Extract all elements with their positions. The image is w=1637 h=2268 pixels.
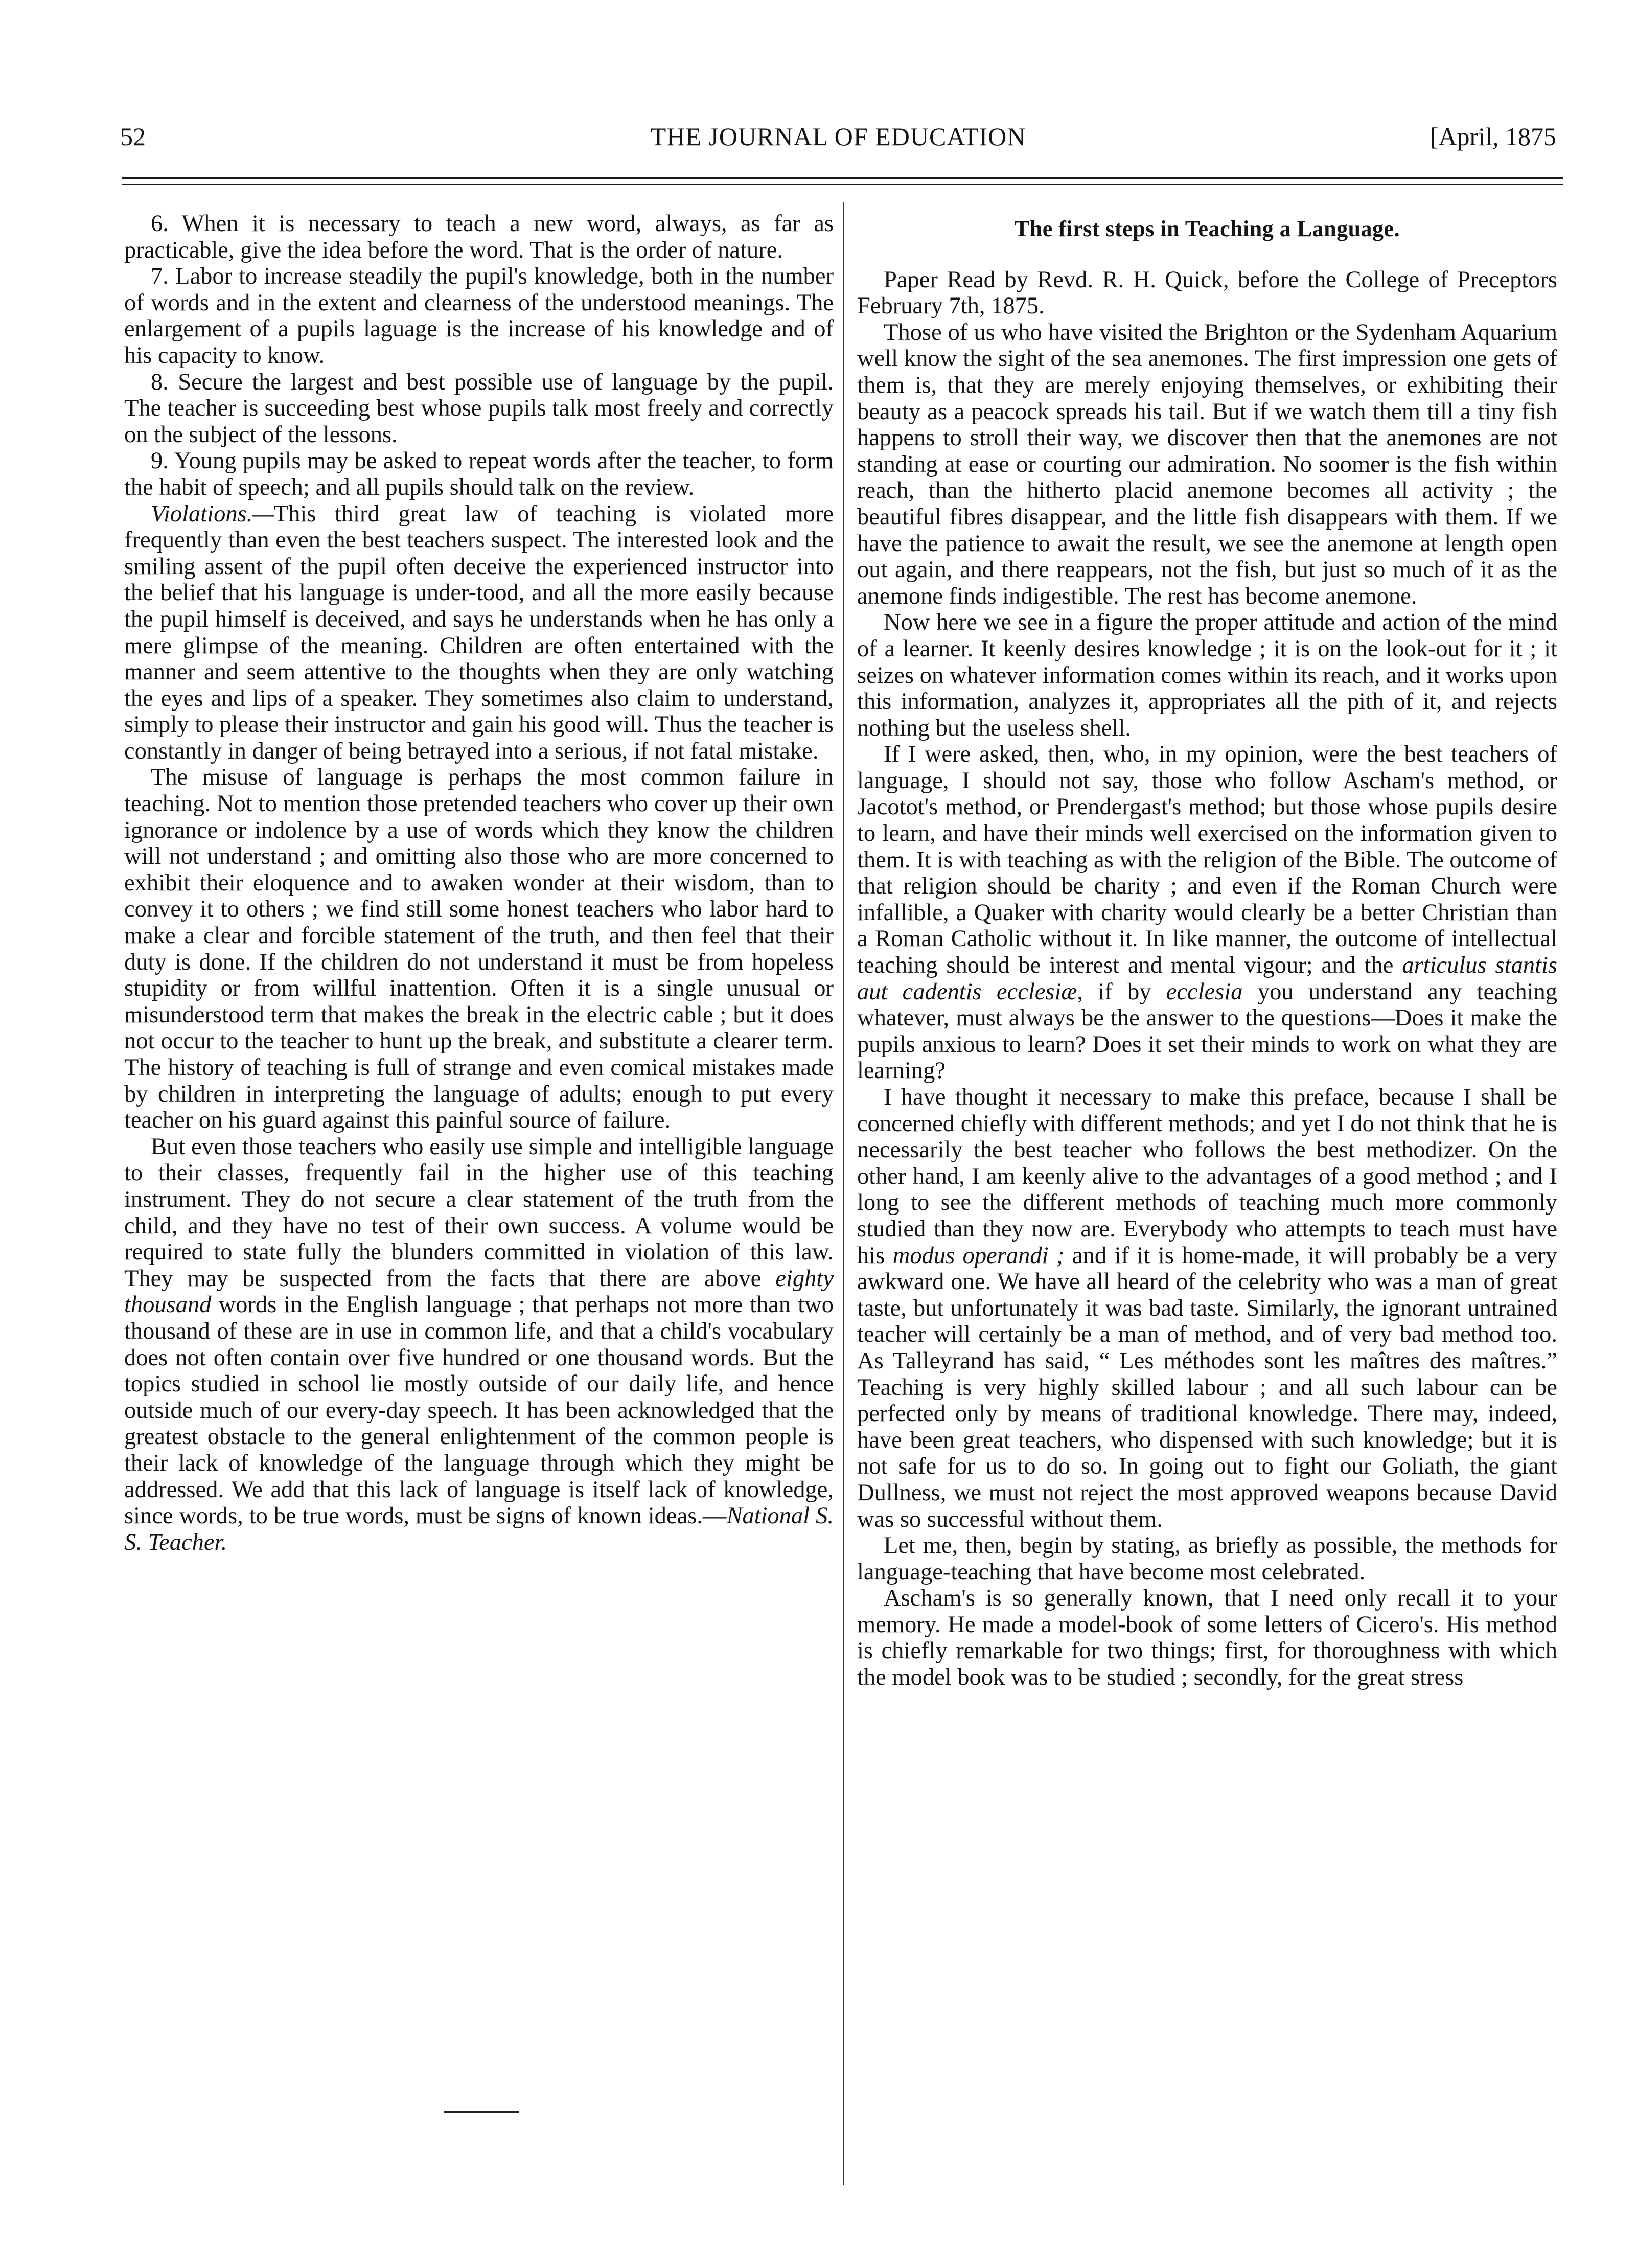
- higher-use-text-b: words in the English language ; that perhaps not more than two thousand of these are in use in common life, and that a child's vocabulary does not often contain over five hundred or one thousand words. But the topics studied in school lie mostly outside of our daily life, and hence outside much of our every-day speech. It has been acknowledged that the greatest obstacle to the general enlightenment of the common people is their lack of knowledge of the language through which they might be addressed. We add that this lack of language is itself lack of knowledge, since words, to be true words, must be signs of known ideas.—: [124, 1292, 834, 1529]
- best-teachers-text-c: you understand any teaching whatever, must always be the answer to the questions—Does it make the pupils anxious to learn? Does it set their minds to work on what they are learning?: [857, 978, 1558, 1084]
- best-teachers-paragraph: [857, 741, 1557, 1084]
- source-attribution: National S. S. Teacher.: [124, 1503, 834, 1555]
- rule-6-paragraph: 6. When it is necessary to teach a new word, always, as far as practicable, give the idea before the word. That is the order of nature.: [124, 211, 834, 263]
- right-column: [857, 211, 1557, 1691]
- ascham-paragraph: Ascham's is so generally known, that I need only recall it to your memory. He made a model-book of some letters of Cicero's. His method is chiefly remarkable for two things; first, for thoroughness with which the model book was to be studied ; secondly, for the great stress: [857, 1585, 1557, 1691]
- byline: Paper Read by Revd. R. H. Quick, before the College of Preceptors February 7th, 1875.: [857, 266, 1557, 319]
- learner-paragraph: Now here we see in a figure the proper attitude and action of the mind of a learner. It keenly desires knowledge ; it is on the look-out for it ; it seizes on whatever information comes within its reach, and it works upon this information, analyzes it, appropriates all the pith of it, and rejects nothing but the useless shell.: [857, 609, 1557, 741]
- aquarium-paragraph: Those of us who have visited the Brighton or the Sydenham Aquarium well know the sight of the sea anemones. The first impression one gets of them is, that they are merely enjoying themselves, or exhibiting their beauty as a peacock spreads his tail. But if we watch them till a tiny fish happens to stroll their way, we discover then that the anemones are not standing at ease or courting our admiration. No soomer is the fish within reach, than the hitherto placid anemone becomes all activity ; the beautiful fibres disappear, and the little fish disappears with them. If we have the patience to await the result, we see the anemone at length open out again, and there reappears, not the fish, but just so much of it as the anemone finds indigestible. The rest has become anemone.: [857, 319, 1557, 609]
- page-header: [120, 122, 1556, 157]
- preface-paragraph: [857, 1084, 1557, 1532]
- header-rule-thick: [122, 177, 1563, 179]
- header-rule-thin: [122, 184, 1563, 185]
- violations-text: This third great law of teaching is violated more frequently than even the best teachers suspect. The interested look and the smiling assent of the pupil often deceive the experienced instructor into the belief that his language is under-tood, and all the more easily because the pupil himself is deceived, and says he understands when he has only a mere glimpse of the meaning. Children are often entertained with the manner and seem attentive to the thoughts when they are only watching the eyes and lips of a speaker. They sometimes also claim to understand, simply to please their instructor and gain his good will. Thus the teacher is constantly in danger of being betrayed into a serious, if not fatal mistake.: [124, 500, 834, 764]
- issue-date: [April, 1875: [1430, 122, 1556, 151]
- methods-paragraph: Let me, then, begin by stating, as briefly as possible, the methods for language-teaching that have become most celebrated.: [857, 1532, 1557, 1585]
- best-teachers-text-a: If I were asked, then, who, in my opinion, were the best teachers of language, I should not say, those who follow Ascham's method, or Jacotot's method, or Prendergast's method; but those whose pupils desire to learn, and have their minds well exercised on the information given to them. It is with teaching as with the religion of the Bible. The outcome of that religion should be charity ; and even if the Roman Church were infallible, a Quaker with charity would clearly be a better Christian than a Roman Catholic without it. In like manner, the outcome of intellectual teaching should be interest and mental vigour; and the: [857, 741, 1557, 979]
- latin-phrase: articulus stantis aut cadentis ecclesiæ: [857, 952, 1557, 1005]
- higher-use-paragraph: [124, 1134, 834, 1556]
- rule-7-paragraph: 7. Labor to increase steadily the pupil's knowledge, both in the number of words and in the extent and clearness of the understood meanings. The enlargement of a pupils laguage is the increase of his knowledge and of his capacity to know.: [124, 263, 834, 369]
- page-number: 52: [120, 122, 146, 151]
- journal-title: THE JOURNAL OF EDUCATION: [650, 122, 1026, 151]
- best-teachers-text-b: , if by: [1077, 978, 1151, 1005]
- article-end-rule: [444, 2111, 519, 2113]
- preface-text-b: and if it is home-made, it will probably be a very awkward one. We have all heard of the celebrity who was a man of great taste, but unfortunately it was bad taste. Similarly, the ignorant untrained teacher will certainly be a man of method, and of very bad method too. As Talleyrand has said, “ Les méthodes sont les maîtres des maîtres.” Teaching is very highly skilled labour ; and all such labour can be perfected only by means of traditional knowledge. There may, indeed, have been great teachers, who dispensed with such knowledge; but it is not safe for us to do so. In going out to fight our Goliath, the giant Dullness, we must not reject the most approved weapons because David was so successful without them.: [857, 1242, 1557, 1532]
- misuse-paragraph: The misuse of language is perhaps the most common failure in teaching. Not to mention those pretended teachers who cover up their own ignorance or indolence by a use of words which they know the children will not understand ; and omitting also those who are more concerned to exhibit their eloquence and to awaken wonder at their wisdom, than to convey it to others ; we find still some honest teachers who labor hard to make a clear and forcible statement of the truth, and then feel that their duty is done. If the children do not understand it must be from hopeless stupidity or from willful inattention. Often it is a single unusual or misunderstood term that makes the break in the electric cable ; but it does not occur to the teacher to hunt up the break, and substitute a clearer term. The history of teaching is full of strange and even comical mistakes made by children in interpreting the language of adults; enough to put every teacher on his guard against this painful source of failure.: [124, 764, 834, 1134]
- eighty-thousand-emphasis: eighty thousand: [124, 1265, 834, 1318]
- preface-text-a: I have thought it necessary to make this preface, because I shall be concerned chiefly with different methods; and yet I do not think that he is necessarily the best teacher who follows the best methodizer. On the other hand, I am keenly alive to the advantages of a good method ; and I long to see the different methods of teaching much more commonly studied than they now are. Everybody who attempts to teach must have his: [857, 1084, 1557, 1269]
- violations-label: Violations.—: [151, 500, 274, 527]
- violations-paragraph: [124, 501, 834, 765]
- ecclesia-word: ecclesia: [1166, 978, 1243, 1005]
- modus-operandi: modus operandi ;: [892, 1242, 1065, 1269]
- column-divider: [843, 202, 844, 2185]
- article-title: The first steps in Teaching a Language.: [1014, 216, 1400, 241]
- rule-9-paragraph: 9. Young pupils may be asked to repeat words after the teacher, to form the habit of speech; and all pupils should talk on the review.: [124, 448, 834, 500]
- higher-use-text-a: But even those teachers who easily use simple and intelligible language to their classes, frequently fail in the higher use of this teaching instrument. They do not secure a clear statement of the truth from the child, and they have no test of their own success. A volume would be required to state fully the blunders committed in violation of this law. They may be suspected from the facts that there are above: [124, 1133, 834, 1292]
- rule-8-paragraph: 8. Secure the largest and best possible use of language by the pupil. The teacher is succeeding best whose pupils talk most freely and correctly on the subject of the lessons.: [124, 369, 834, 448]
- left-column: [124, 211, 834, 1555]
